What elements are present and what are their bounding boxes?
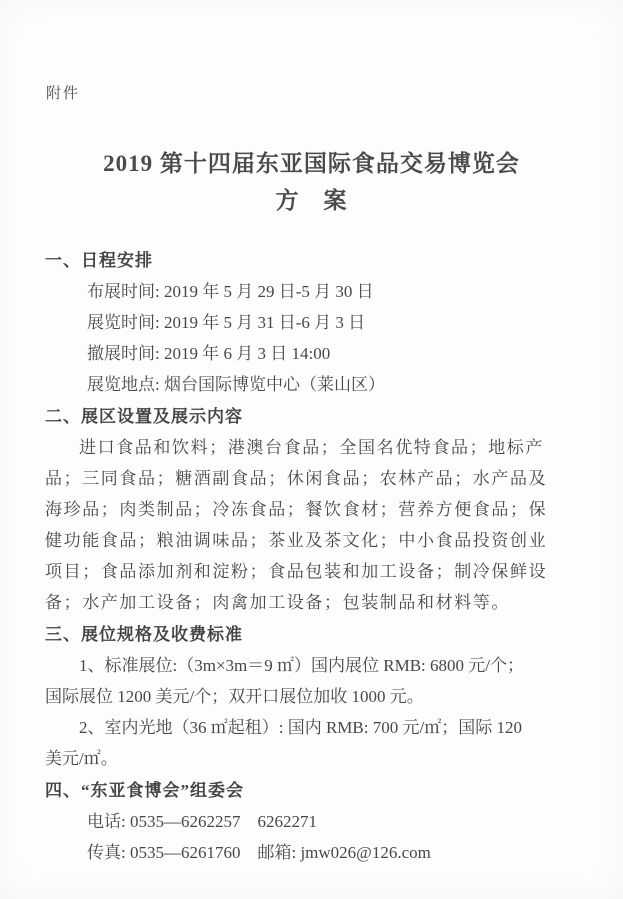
section-schedule (45, 245, 578, 400)
section-exhibit-content-heading: 二、展区设置及展示内容 (45, 407, 243, 426)
doc-line: 进口食品和饮料；港澳台食品；全国名优特食品；地标产 (79, 438, 544, 457)
section-schedule-heading: 一、日程安排 (45, 251, 153, 270)
doc-line: 1、标准展位:（3m×3m＝9 ㎡）国内展位 RMB: 6800 元/个； (79, 656, 524, 675)
attachment-label: 附件 (46, 86, 81, 102)
document-body (45, 245, 578, 868)
section-committee-contact-heading: 四、“东亚食博会”组委会 (45, 781, 244, 800)
doc-line: 健功能食品；粮油调味品；茶业及茶文化；中小食品投资创业 (45, 531, 548, 550)
doc-line: 展览地点: 烟台国际博览中心（莱山区） (87, 375, 385, 394)
doc-line: 国际展位 1200 美元/个；双开口展位加收 1000 元。 (45, 687, 424, 706)
section-exhibit-content (45, 401, 578, 618)
doc-line: 美元/㎡。 (45, 749, 118, 768)
doc-line: 布展时间: 2019 年 5 月 29 日-5 月 30 日 (87, 282, 374, 301)
doc-line: 展览时间: 2019 年 5 月 31 日-6 月 3 日 (87, 313, 366, 332)
document-subtitle: 方 案 (275, 188, 348, 213)
section-booth-pricing (45, 619, 578, 774)
doc-line: 2、室内光地（36 ㎡起租）: 国内 RMB: 700 元/㎡；国际 120 (79, 718, 522, 737)
section-committee-contact (45, 775, 578, 868)
doc-line-phone: 电话: 0535—6262257 6262271 (87, 812, 317, 831)
doc-line: 海珍品；肉类制品；冷冻食品；餐饮食材；营养方便食品；保 (45, 500, 548, 519)
doc-line-fax-email: 传真: 0535—6261760 邮箱: jmw026@126.com (87, 843, 431, 862)
doc-line: 项目；食品添加剂和淀粉；食品包装和加工设备；制冷保鲜设 (45, 562, 548, 581)
doc-line: 品；三同食品；糖酒副食品；休闲食品；农林产品；水产品及 (45, 469, 548, 488)
document-title: 2019 第十四届东亚国际食品交易博览会 (103, 151, 520, 176)
section-booth-pricing-heading: 三、展位规格及收费标准 (45, 625, 243, 644)
doc-line: 备；水产加工设备；肉禽加工设备；包装制品和材料等。 (45, 593, 510, 612)
doc-line: 撤展时间: 2019 年 6 月 3 日 14:00 (87, 344, 331, 363)
